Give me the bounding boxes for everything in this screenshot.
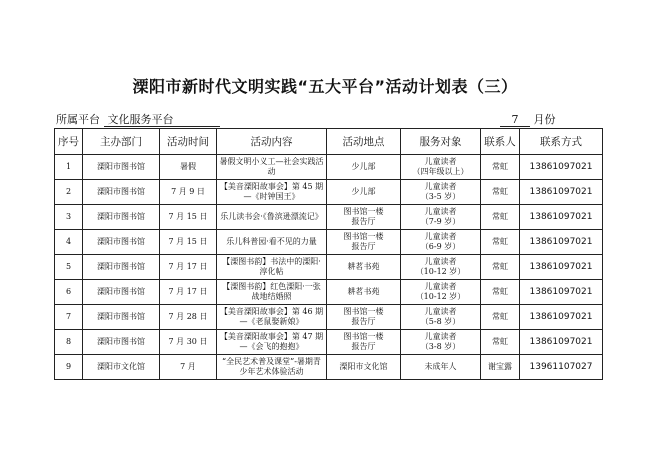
table-row	[55, 155, 603, 180]
cell-contact: 常虹	[481, 330, 520, 355]
cell-index: 8	[55, 330, 83, 355]
table-row	[55, 355, 603, 380]
table-row	[55, 330, 603, 355]
cell-index: 1	[55, 155, 83, 180]
cell-contact: 常虹	[481, 305, 520, 330]
cell-organizer: 溧阳市图书馆	[83, 230, 160, 255]
cell-audience: 儿童读者 （10-12 岁）	[401, 280, 481, 305]
cell-index: 5	[55, 255, 83, 280]
header-audience: 服务对象	[401, 129, 481, 155]
cell-organizer: 溧阳市图书馆	[83, 330, 160, 355]
cell-phone: 13861097021	[520, 280, 603, 305]
table-row	[55, 280, 603, 305]
cell-content: 【溧图书韵】红色溧阳·一张战地结婚照	[217, 280, 327, 305]
cell-index: 7	[55, 305, 83, 330]
table-row	[55, 180, 603, 205]
table-row	[55, 305, 603, 330]
cell-time: 7 月 15 日	[160, 205, 217, 230]
cell-organizer: 溧阳市文化馆	[83, 355, 160, 380]
cell-contact: 常虹	[481, 205, 520, 230]
cell-index: 3	[55, 205, 83, 230]
platform-line	[56, 111, 220, 127]
cell-content: 【美音溧阳故事会】第 45 期—《时钟国王》	[217, 180, 327, 205]
cell-organizer: 溧阳市图书馆	[83, 255, 160, 280]
cell-contact: 常虹	[481, 155, 520, 180]
platform-label: 所属平台	[56, 113, 100, 126]
activity-plan-table	[54, 128, 603, 380]
cell-content: 暑假文明小义工—社会实践活动	[217, 155, 327, 180]
header-index: 序号	[55, 129, 83, 155]
cell-index: 6	[55, 280, 83, 305]
cell-phone: 13861097021	[520, 205, 603, 230]
cell-contact: 常虹	[481, 255, 520, 280]
cell-time: 7 月	[160, 355, 217, 380]
cell-time: 7 月 28 日	[160, 305, 217, 330]
cell-location: 耕茗书苑	[327, 280, 401, 305]
table-row	[55, 205, 603, 230]
cell-index: 2	[55, 180, 83, 205]
cell-content: 【美音溧阳故事会】第 46 期—《老鼠娶新娘》	[217, 305, 327, 330]
cell-content: 【美音溧阳故事会】第 47 期—《会飞的抱抱》	[217, 330, 327, 355]
cell-time: 7 月 9 日	[160, 180, 217, 205]
cell-contact: 谢宝露	[481, 355, 520, 380]
cell-audience: 儿童读者 （5-8 岁）	[401, 305, 481, 330]
cell-contact: 常虹	[481, 280, 520, 305]
cell-location: 少儿部	[327, 155, 401, 180]
cell-organizer: 溧阳市图书馆	[83, 205, 160, 230]
table-row	[55, 230, 603, 255]
cell-phone: 13861097021	[520, 180, 603, 205]
cell-contact: 常虹	[481, 180, 520, 205]
cell-index: 9	[55, 355, 83, 380]
table-row	[55, 255, 603, 280]
month-suffix: 月份	[533, 113, 556, 126]
table-body	[55, 155, 603, 380]
cell-location: 图书馆一楼 报告厅	[327, 330, 401, 355]
cell-content: 乐儿科普园·看不见的力量	[217, 230, 327, 255]
page-title: 溧阳市新时代文明实践“五大平台”活动计划表（三）	[132, 77, 518, 96]
cell-contact: 常虹	[481, 230, 520, 255]
cell-time: 7 月 17 日	[160, 255, 217, 280]
header-location: 活动地点	[327, 129, 401, 155]
cell-organizer: 溧阳市图书馆	[83, 280, 160, 305]
header-organizer: 主办部门	[83, 129, 160, 155]
cell-location: 少儿部	[327, 180, 401, 205]
cell-phone: 13861097021	[520, 230, 603, 255]
cell-audience: 未成年人	[401, 355, 481, 380]
cell-location: 耕茗书苑	[327, 255, 401, 280]
cell-location: 图书馆一楼 报告厅	[327, 205, 401, 230]
cell-index: 4	[55, 230, 83, 255]
cell-organizer: 溧阳市图书馆	[83, 180, 160, 205]
cell-phone: 13861097021	[520, 255, 603, 280]
cell-content: 乐儿读书会·《鲁滨逊漂流记》	[217, 205, 327, 230]
cell-time: 暑假	[160, 155, 217, 180]
cell-time: 7 月 15 日	[160, 230, 217, 255]
header-time: 活动时间	[160, 129, 217, 155]
cell-location: 溧阳市文化馆	[327, 355, 401, 380]
cell-audience: 儿童读者 （10-12 岁）	[401, 255, 481, 280]
cell-phone: 13861097021	[520, 330, 603, 355]
cell-audience: 儿童读者 （四年级以上）	[401, 155, 481, 180]
cell-location: 图书馆一楼 报告厅	[327, 230, 401, 255]
cell-audience: 儿童读者 （7-9 岁）	[401, 205, 481, 230]
cell-organizer: 溧阳市图书馆	[83, 305, 160, 330]
month-value: 7	[500, 114, 530, 127]
cell-time: 7 月 17 日	[160, 280, 217, 305]
month-line	[500, 111, 556, 127]
cell-phone: 13861097021	[520, 305, 603, 330]
header-phone: 联系方式	[520, 129, 603, 155]
cell-content: 【溧图书韵】书法中的溧阳·淳化帖	[217, 255, 327, 280]
cell-audience: 儿童读者 （3-8 岁）	[401, 330, 481, 355]
cell-audience: 儿童读者 （6-9 岁）	[401, 230, 481, 255]
cell-location: 图书馆一楼 报告厅	[327, 305, 401, 330]
table-header-row	[55, 129, 603, 155]
cell-content: “全民艺术普及课堂”-暑期青少年艺术体验活动	[217, 355, 327, 380]
cell-organizer: 溧阳市图书馆	[83, 155, 160, 180]
header-contact: 联系人	[481, 129, 520, 155]
cell-time: 7 月 30 日	[160, 330, 217, 355]
header-content: 活动内容	[217, 129, 327, 155]
platform-value: 文化服务平台	[104, 114, 220, 127]
cell-audience: 儿童读者 （3-5 岁）	[401, 180, 481, 205]
cell-phone: 13861097021	[520, 155, 603, 180]
cell-phone: 13961107027	[520, 355, 603, 380]
